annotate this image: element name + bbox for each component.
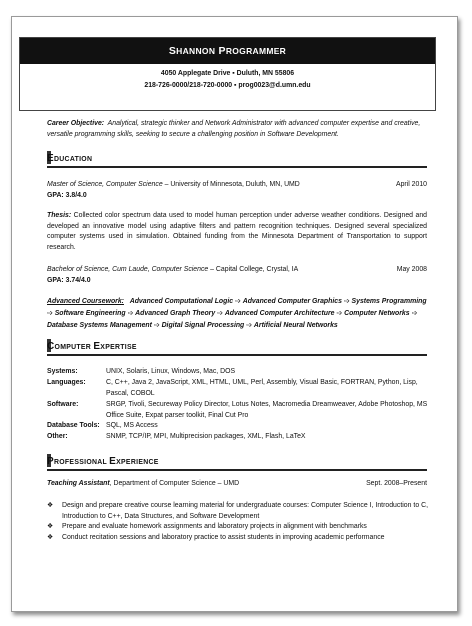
job-role: Teaching Assistant [47,480,110,487]
degree-name: Master of Science, Computer Science [47,181,163,188]
address-line: 4050 Applegate Drive ▪ Duluth, MN 55806 [160,70,295,77]
applicant-name: SHANNON PROGRAMMER [168,45,287,57]
arrow-separator-icon: ➩ [153,322,162,329]
education-heading [47,153,427,164]
arrow-separator-icon: ➩ [246,322,254,329]
coursework-block [47,296,427,332]
skill-label: Database Tools: [47,422,100,429]
experience-heading [47,456,427,467]
coursework-label: Advanced Coursework: [47,298,124,305]
arrow-separator-icon: ➩ [235,298,243,305]
name-banner [20,38,435,64]
skill-value: SNMP, TCP/IP, MPI, Multiprecision packages, XML, Flash, LaTeX [106,433,306,440]
degree-date: May 2008 [396,266,427,273]
job-entry [47,479,427,490]
course-item: Advanced Computer Graphics [242,298,342,305]
job-dates: Sept. 2008–Present [366,480,427,487]
skill-label: Software: [47,401,79,408]
thesis-block [47,211,427,253]
arrow-separator-icon: ➩ [47,310,55,317]
course-item: Database Systems Management [47,322,152,329]
skill-value: SQL, MS Access [106,422,158,429]
diamond-bullet-icon: ❖ [47,534,54,541]
duty-item: Prepare and evaluate homework assignments and laboratory projects in alignment with benchmarks [62,523,367,530]
arrow-separator-icon: ➩ [336,310,345,317]
objective-label: Career Objective: [47,120,105,127]
arrow-separator-icon: ➩ [343,298,352,305]
section-divider [47,469,427,471]
contact-line: 218-726-0000/218-720-0000 ▪ prog0023@d.umn.edu [144,82,311,89]
degree-master [47,180,427,191]
duty-item: Design and prepare creative course learning material for undergraduate courses: Computer Science I, Introduction to C, Introduction to C++, Data Structures, and Software Development [62,502,428,520]
course-item: Digital Signal Processing [161,322,245,329]
section-title: EDUCATION [47,153,93,164]
job-department: , Department of Computer Science – UMD [109,480,240,487]
arrow-separator-icon: ➩ [127,310,136,317]
degree-name: Bachelor of Science, Cum Laude, Computer Science [47,266,209,273]
degree-bachelor [47,265,427,276]
duty-item: Conduct recitation sessions and laboratory practice to assist students in improving academic performance [62,534,385,541]
course-item: Software Engineering [54,310,126,317]
skill-label: Other: [47,433,68,440]
thesis-label: Thesis: [47,212,72,219]
section-title: PROFESSIONAL EXPERIENCE [47,456,159,467]
course-item: Advanced Graph Theory [135,310,216,317]
section-divider [47,354,427,356]
arrow-separator-icon: ➩ [217,310,225,317]
thesis-text: Collected color spectrum data used to model human perception under adverse weather conditions. Designed and developed an innovative model using adaptive filters and pattern recognition techniques. Designed several specialized computer systems used in simulation. Obtained funding from the Minnesota Department of Transportation to support research. [47,212,428,251]
expertise-heading [47,341,427,352]
course-item: Advanced Computer Architecture [224,310,335,317]
degree-date: April 2010 [395,181,427,188]
skill-value: SRGP, Tivoli, Secureway Policy Director, Lotus Notes, Macromedia Dreamweaver, Adobe Photoshop, MS Office Suite, Expat parser toolkit, Final Cut Pro [106,401,428,419]
diamond-bullet-icon: ❖ [47,502,54,509]
course-item: Systems Programming [351,298,427,305]
course-item: Advanced Computational Logic [129,298,234,305]
section-title: COMPUTER EXPERTISE [47,341,137,352]
skill-label: Languages: [47,379,86,386]
career-objective [47,119,428,140]
degree-gpa: GPA: 3.8/4.0 [47,192,87,199]
section-divider [47,166,427,168]
skill-label: Systems: [47,368,78,375]
arrow-separator-icon: ➩ [411,310,418,317]
degree-school: – Capital College, Crystal, IA [208,266,299,273]
course-item: Computer Networks [344,310,410,317]
degree-school: – University of Minnesota, Duluth, MN, UMD [162,181,300,188]
diamond-bullet-icon: ❖ [47,523,54,530]
objective-text: Analytical, strategic thinker and Network Administrator with advanced computer expertise and creative, versatile programming skills, seeking to secure a challenging position in Software Development. [47,120,421,138]
skill-value: UNIX, Solaris, Linux, Windows, Mac, DOS [106,368,236,375]
skill-value: C, C++, Java 2, JavaScript, XML, HTML, UML, Perl, Assembly, Visual Basic, FORTRAN, Python, Lisp, Pascal, COBOL [106,379,418,397]
course-item: Artificial Neural Networks [253,322,338,329]
resume-header [19,37,436,111]
degree-gpa: GPA: 3.74/4.0 [47,277,91,284]
